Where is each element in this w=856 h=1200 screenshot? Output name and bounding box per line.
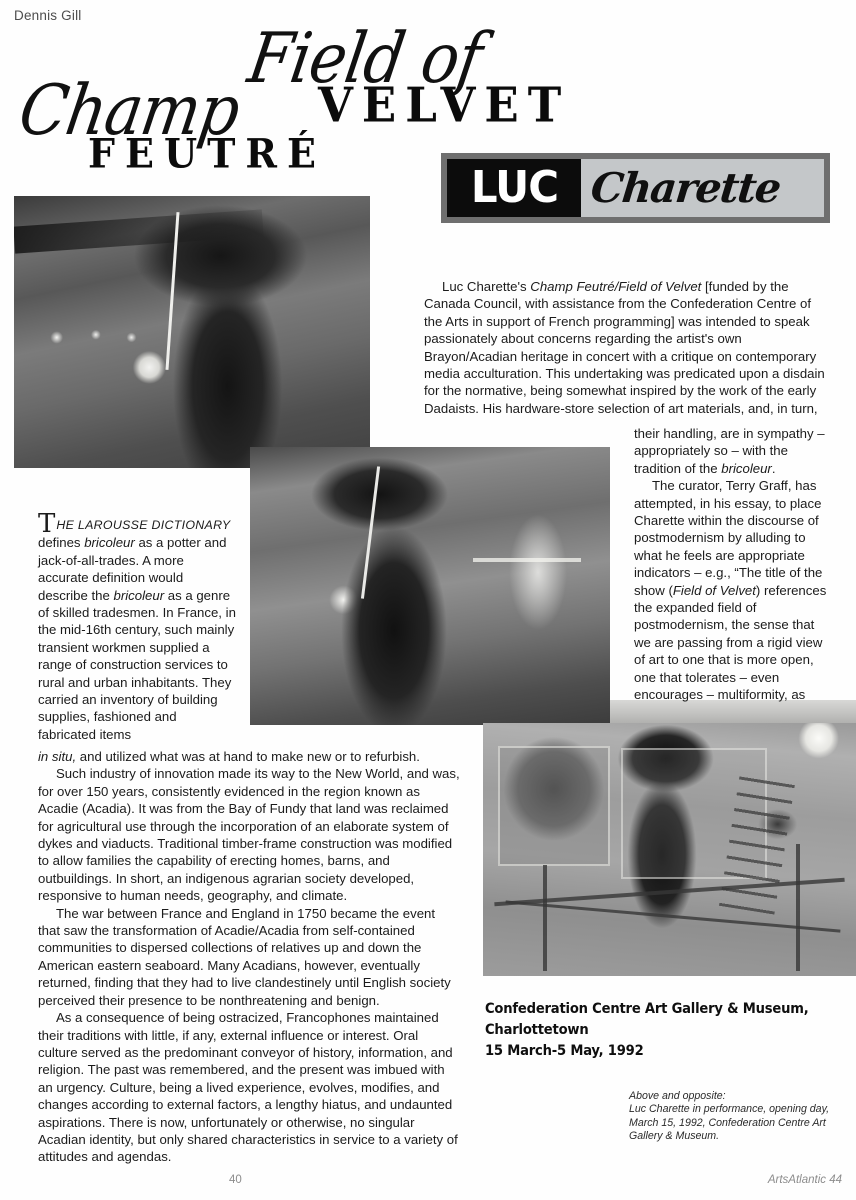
lead-in-smallcaps: HE LAROUSSE DICTIONARY xyxy=(56,518,231,532)
text-run: ) references the expanded field of postmodernism, the sense that we are passing from a rigid view of art to one that is more open, one that tolerates – even encourages – multiformity, as xyxy=(634,582,827,703)
text-italic: bricoleur xyxy=(721,460,772,476)
logo-charette-panel xyxy=(581,159,824,217)
photo-credit-caption xyxy=(629,1090,841,1144)
caption-line: Luc Charette in performance, opening day, xyxy=(629,1103,830,1116)
logo-luc-panel xyxy=(447,159,581,217)
photo-2-shelf xyxy=(473,558,581,562)
masthead xyxy=(0,0,856,177)
photo-performance-umbrella-interior xyxy=(14,196,370,468)
text-italic: bricoleur xyxy=(113,587,165,603)
article-column-right-top xyxy=(424,278,830,417)
author-byline: Dennis Gill xyxy=(14,8,82,23)
logo-charette-text: Charette xyxy=(588,163,783,212)
photo-3-scaffold-post-1 xyxy=(543,865,547,971)
article-column-left-narrow xyxy=(38,509,236,743)
paragraph: The war between France and England in 1750 became the event that saw the transformation of Acadie/Acadia from self-contained communities to dispersed collections of relatives up and down the American eastern seaboard. Many Acadians, however, eventually returned, finding that they had to live clandestinely until English society perceived their presence to be nonthreatening and benign. xyxy=(38,905,451,1008)
text-run: and utilized what was at hand to make new or to refurbish. xyxy=(76,749,420,764)
exhibition-credit xyxy=(485,998,835,1061)
text-run: their handling, are in sympathy – appropriately so – with the tradition of the xyxy=(634,426,825,476)
photo-performance-scaffolding xyxy=(483,723,856,976)
paragraph xyxy=(424,278,830,417)
paragraph xyxy=(634,425,830,477)
text-run: . xyxy=(771,460,776,476)
paragraph: Such industry of innovation made its way to the New World, and was, for over 150 years, consistently evidenced in the region known as Acadie (Acadia). It was from the Bay of Fundy that land was reclaimed for agricultural use through the incorporation of an elaborate system of dykes and viaducts. Traditional timber-frame construction was modified to allow families the capability of erecting homes, barns, and outbuildings. In short, an indigenous agrarian society developed, responsive to human needs, geography, and climate. xyxy=(38,766,460,904)
text-run: as a genre of skilled tradesmen. In France, in the mid-16th century, such mainly transient workmen supplied a range of construction services to rural and urban inhabitants. They carried an inventory of building supplies, fashioned and fabricated items xyxy=(38,587,236,742)
text-italic: Champ Feutré/Field of Velvet xyxy=(530,279,702,294)
caption-line: Above and opposite: xyxy=(629,1090,726,1102)
exhibition-city: Charlottetown xyxy=(485,1021,589,1038)
text-italic: bricoleur xyxy=(84,535,135,551)
text-italic: in situ, xyxy=(38,749,77,764)
title-champ: Champ xyxy=(14,69,245,151)
exhibition-dates: 15 March-5 May, 1992 xyxy=(485,1042,644,1059)
caption-line: March 15, 1992, Confederation Centre Art xyxy=(629,1116,826,1129)
title-velvet: VELVET xyxy=(318,76,571,133)
running-head: ArtsAtlantic 44 xyxy=(767,1174,842,1186)
text-italic: Field of Velvet xyxy=(672,582,756,598)
artist-logo xyxy=(441,153,830,223)
paragraph xyxy=(634,477,830,703)
logo-luc-text: LUC xyxy=(470,163,558,213)
text-run: Luc Charette's xyxy=(442,279,531,294)
photo-3-artwork-frame-left xyxy=(498,746,610,866)
text-run: [funded by the Canada Council, with assistance from the Confederation Centre of the Arts in support of French programming] was intended to speak passionately about concerns regarding the artist's own Brayon/Acadian heritage in concert with a critique on contemporary media acculturation. This undertaking was predicated upon a disdain for the normative, being somewhat inspired by the work of the early Dadaists. His hardware-store selection of art materials, and, in turn, xyxy=(424,279,825,416)
drop-cap: T xyxy=(38,509,56,539)
photo-2-surface xyxy=(250,447,610,725)
caption-line: Gallery & Museum. xyxy=(629,1130,720,1143)
article-column-right-narrow xyxy=(634,425,830,704)
article-column-left-wide xyxy=(38,748,460,1166)
text-run: as a potter and jack-of-all-trades. A more accurate definition would describe the xyxy=(38,535,227,603)
paragraph xyxy=(38,509,236,743)
paragraph xyxy=(38,748,460,765)
text-run: defines xyxy=(38,535,85,551)
paragraph: As a consequence of being ostracized, Francophones maintained their traditions with little, if any, external influence or interest. Oral culture served as the predominant conveyor of history, information, and religion. The past was remembered, and the present was imbued with an urgency. Culture, being a lived experience, evolves, modifies, and changes according to external factors, a lengthy hiatus, and undaunted aspirations. There is now, unfortunately or otherwise, no singular Acadian identity, but only shared characteristics in service to a variety of attitudes and agendas. xyxy=(38,1010,458,1165)
exhibition-venue: Confederation Centre Art Gallery & Museum, xyxy=(485,1000,809,1017)
title-feutre: FEUTRÉ xyxy=(88,129,326,177)
photo-performance-gallery-walk xyxy=(250,447,610,725)
title-field-of: Field of xyxy=(243,17,487,100)
photo-3-scaffold-post-2 xyxy=(796,844,800,971)
page-number: 40 xyxy=(229,1174,242,1186)
text-run: The curator, Terry Graff, has attempted, in his essay, to place Charette within the discourse of postmodernism by alluding to what he feels are appropriate indicators – e.g., “The title of the show ( xyxy=(634,478,823,598)
